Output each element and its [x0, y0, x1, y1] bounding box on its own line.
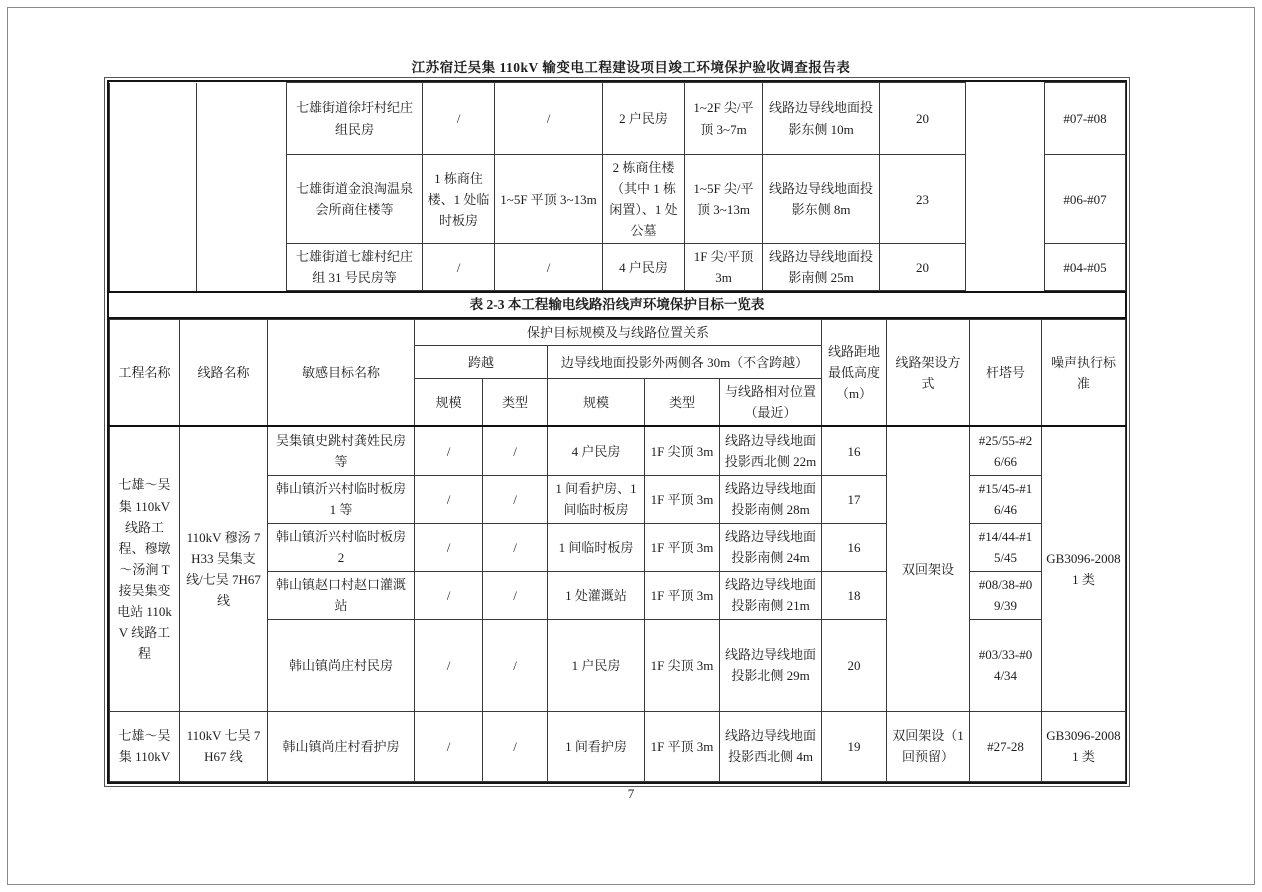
- report-header-title: 江苏宿迁吴集 110kV 输变电工程建设项目竣工环境保护验收调查报告表: [411, 60, 851, 75]
- cell-target-name: 韩山镇赵口村赵口灌溉站: [268, 571, 415, 619]
- cell-target-name: 韩山镇沂兴村临时板房 1 等: [268, 475, 415, 523]
- cell-relative-position: 线路边导线地面投影南侧 28m: [720, 475, 822, 523]
- col-header-relative-position: 与线路相对位置（最近）: [720, 379, 822, 427]
- col-header-line-name: 线路名称: [180, 320, 268, 427]
- cell-tower-no: #08/38-#09/39: [970, 571, 1042, 619]
- cell-side-type: 1~5F 尖/平顶 3~13m: [685, 155, 763, 244]
- cell-erection-mode: 双回架设（1 回预留）: [887, 711, 970, 781]
- cell-cross-type: /: [483, 475, 548, 523]
- cell-min-height: 20: [880, 83, 966, 155]
- cell-target-name: 韩山镇尚庄村看护房: [268, 711, 415, 781]
- cell-cross-scale: /: [415, 523, 483, 571]
- cell-min-height: 20: [880, 244, 966, 291]
- table-row: [110, 83, 1126, 155]
- cell-cross-type: 1~5F 平顶 3~13m: [495, 155, 603, 244]
- cell-side-type: 1F 尖顶 3m: [645, 619, 720, 711]
- cell-relative-position: 线路边导线地面投影东侧 10m: [763, 83, 880, 155]
- cell-target-name: 吴集镇史跳村龚姓民房等: [268, 426, 415, 475]
- cell-min-height: 19: [822, 711, 887, 781]
- cell-noise-standard: GB3096-2008 1 类: [1042, 711, 1126, 781]
- cell-cross-scale: /: [415, 711, 483, 781]
- cell-project-name: 七雄～吴 集 110kV: [110, 711, 180, 781]
- cell-cross-type: /: [495, 244, 603, 291]
- cell-empty-project: [110, 83, 197, 291]
- cell-min-height: 16: [822, 426, 887, 475]
- col-header-side-30m: 边导线地面投影外两侧各 30m（不含跨越）: [548, 346, 822, 379]
- table-row: [110, 711, 1126, 781]
- cell-noise-standard: GB3096-2008 1 类: [1042, 426, 1126, 711]
- cell-tower-no: #15/45-#16/46: [970, 475, 1042, 523]
- cell-min-height: 16: [822, 523, 887, 571]
- table-2-2-continued: [109, 82, 1126, 291]
- cell-side-type: 1F 平顶 3m: [645, 523, 720, 571]
- cell-cross-scale: /: [415, 619, 483, 711]
- cell-side-scale: 1 户民房: [548, 619, 645, 711]
- cell-tower-no: #04-#05: [1045, 244, 1126, 291]
- cell-target-name: 七雄街道徐圩村纪庄组民房: [287, 83, 423, 155]
- cell-cross-scale: 1 栋商住楼、1 处临时板房: [423, 155, 495, 244]
- col-header-erection-mode: 线路架设方式: [887, 320, 970, 427]
- cell-side-scale: 1 间看护房、1 间临时板房: [548, 475, 645, 523]
- cell-target-name: 韩山镇尚庄村民房: [268, 619, 415, 711]
- col-header-cross-type: 类型: [483, 379, 548, 427]
- col-header-scale-relation: 保护目标规模及与线路位置关系: [415, 320, 822, 346]
- cell-cross-scale: /: [423, 244, 495, 291]
- cell-side-type: 1F 平顶 3m: [645, 475, 720, 523]
- report-table-sheet: [107, 80, 1127, 784]
- cell-cross-type: /: [483, 523, 548, 571]
- cell-tower-no: #07-#08: [1045, 83, 1126, 155]
- cell-cross-scale: /: [423, 83, 495, 155]
- page-number: 7: [627, 786, 635, 801]
- cell-side-scale: 4 户民房: [603, 244, 685, 291]
- cell-erection-mode: 双回架设: [887, 426, 970, 711]
- cell-side-scale: 1 处灌溉站: [548, 571, 645, 619]
- cell-side-scale: 4 户民房: [548, 426, 645, 475]
- col-header-min-height: 线路距地最低高度（m）: [822, 320, 887, 427]
- cell-target-name: 七雄街道金浪淘温泉会所商住楼等: [287, 155, 423, 244]
- cell-side-type: 1F 平顶 3m: [645, 711, 720, 781]
- cell-relative-position: 线路边导线地面投影南侧 21m: [720, 571, 822, 619]
- cell-cross-type: /: [483, 711, 548, 781]
- cell-relative-position: 线路边导线地面投影西北侧 4m: [720, 711, 822, 781]
- cell-tower-no: #14/44-#15/45: [970, 523, 1042, 571]
- cell-cross-scale: /: [415, 426, 483, 475]
- cell-project-name: 七雄～吴集 110kV 线路工程、穆墩～汤涧 T 接吴集变电站 110kV 线路工程: [110, 426, 180, 711]
- cell-side-type: 1~2F 尖/平顶 3~7m: [685, 83, 763, 155]
- col-header-noise-standard: 噪声执行标准: [1042, 320, 1126, 427]
- table-2-3-title: 表 2-3 本工程输电线路沿线声环境保护目标一览表: [109, 291, 1125, 319]
- col-header-cross-scale: 规模: [415, 379, 483, 427]
- cell-relative-position: 线路边导线地面投影北侧 29m: [720, 619, 822, 711]
- cell-min-height: 23: [880, 155, 966, 244]
- table-row: [110, 426, 1126, 475]
- cell-line-name: 110kV 七吴 7H67 线: [180, 711, 268, 781]
- col-header-tower-no: 杆塔号: [970, 320, 1042, 427]
- cell-line-name: 110kV 穆汤 7H33 吴集支线/七吴 7H67 线: [180, 426, 268, 711]
- cell-side-scale: 2 户民房: [603, 83, 685, 155]
- cell-empty-erection: [966, 83, 1045, 291]
- cell-relative-position: 线路边导线地面投影东侧 8m: [763, 155, 880, 244]
- cell-target-name: 韩山镇沂兴村临时板房 2: [268, 523, 415, 571]
- cell-min-height: 20: [822, 619, 887, 711]
- table-2-3: [109, 319, 1126, 782]
- cell-tower-no: #27-28: [970, 711, 1042, 781]
- cell-relative-position: 线路边导线地面投影西北侧 22m: [720, 426, 822, 475]
- cell-tower-no: #06-#07: [1045, 155, 1126, 244]
- cell-empty-line: [197, 83, 287, 291]
- cell-relative-position: 线路边导线地面投影南侧 25m: [763, 244, 880, 291]
- cell-side-type: 1F 尖顶 3m: [645, 426, 720, 475]
- cell-cross-type: /: [483, 571, 548, 619]
- cell-tower-no: #03/33-#04/34: [970, 619, 1042, 711]
- col-header-project-name: 工程名称: [110, 320, 180, 427]
- cell-cross-type: /: [483, 426, 548, 475]
- cell-cross-scale: /: [415, 571, 483, 619]
- cell-cross-type: /: [495, 83, 603, 155]
- col-header-side-type: 类型: [645, 379, 720, 427]
- cell-side-scale: 1 间临时板房: [548, 523, 645, 571]
- cell-side-scale: 1 间看护房: [548, 711, 645, 781]
- header-row: [110, 320, 1126, 346]
- cell-relative-position: 线路边导线地面投影南侧 24m: [720, 523, 822, 571]
- col-header-crossing: 跨越: [415, 346, 548, 379]
- cell-cross-type: /: [483, 619, 548, 711]
- cell-min-height: 18: [822, 571, 887, 619]
- cell-side-type: 1F 尖/平顶 3m: [685, 244, 763, 291]
- col-header-side-scale: 规模: [548, 379, 645, 427]
- cell-cross-scale: /: [415, 475, 483, 523]
- cell-target-name: 七雄街道七雄村纪庄组 31 号民房等: [287, 244, 423, 291]
- cell-side-type: 1F 平顶 3m: [645, 571, 720, 619]
- col-header-target-name: 敏感目标名称: [268, 320, 415, 427]
- cell-min-height: 17: [822, 475, 887, 523]
- cell-tower-no: #25/55-#26/66: [970, 426, 1042, 475]
- cell-side-scale: 2 栋商住楼（其中 1 栋闲置）、1 处公墓: [603, 155, 685, 244]
